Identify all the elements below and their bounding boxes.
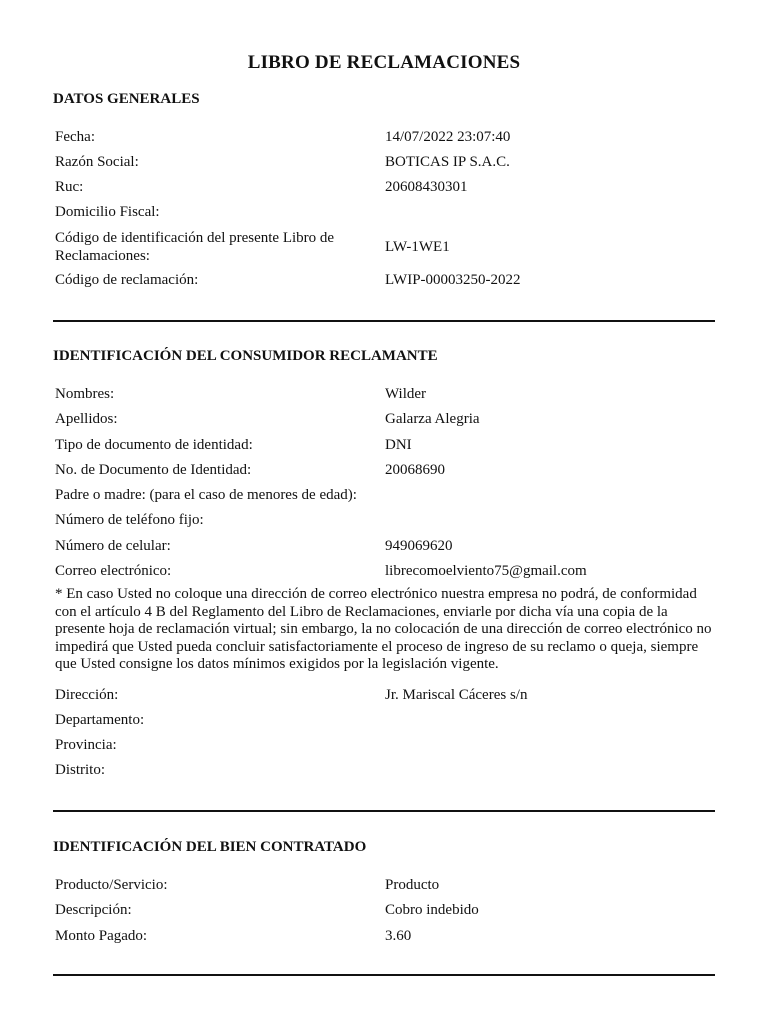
email-disclaimer-note: * En caso Usted no coloque una dirección de correo electrónico nuestra empresa no podrá, de conformidad con el artículo 4 B del Reglamento del Libro de Reclamaciones, enviarle por dicha vía una copia de la presente hoja de reclamación virtual; sin embargo, la no colocación de una dirección de correo electrónico no impedirá que Usted pueda concluir satisfactoriamente el proceso de ingreso de su reclamo o queja, siempre que Usted consigne los datos mínimos exigidos por la legislación vigente. [55, 586, 712, 672]
field-label: Nombres: [55, 386, 115, 402]
field-value: BOTICAS IP S.A.C. [385, 154, 510, 170]
field-label: Monto Pagado: [55, 928, 148, 944]
field-label: Razón Social: [55, 154, 139, 170]
field-label: Descripción: [55, 902, 132, 918]
field-value: Galarza Alegria [385, 411, 480, 427]
section-heading-product: IDENTIFICACIÓN DEL BIEN CONTRATADO [53, 839, 367, 855]
field-label: Apellidos: [55, 411, 118, 427]
field-label: Fecha: [55, 129, 95, 145]
field-label: Ruc: [55, 179, 84, 195]
field-label: Tipo de documento de identidad: [55, 437, 253, 453]
field-label: Distrito: [55, 762, 106, 778]
page-title: LIBRO DE RECLAMACIONES [247, 52, 521, 73]
field-label: Padre o madre: (para el caso de menores de edad): [55, 487, 357, 503]
field-label: Correo electrónico: [55, 563, 172, 579]
field-value: DNI [385, 437, 412, 453]
field-value: Wilder [385, 386, 427, 402]
section-heading-general: DATOS GENERALES [53, 91, 200, 107]
field-value: 20068690 [385, 462, 445, 478]
field-value: 14/07/2022 23:07:40 [385, 129, 511, 145]
field-label: Código de reclamación: [55, 272, 199, 288]
field-label: Código de identificación del presente Libro de Reclamaciones: [55, 230, 335, 264]
field-value: Cobro indebido [385, 902, 479, 918]
field-value: 949069620 [385, 538, 453, 554]
field-label: Número de celular: [55, 538, 171, 554]
field-label: No. de Documento de Identidad: [55, 462, 252, 478]
field-label: Provincia: [55, 737, 117, 753]
field-value: 20608430301 [385, 179, 468, 195]
field-label: Domicilio Fiscal: [55, 204, 160, 220]
field-label: Departamento: [55, 712, 145, 728]
section-divider [53, 974, 715, 976]
field-label: Número de teléfono fijo: [55, 512, 204, 528]
field-value: 3.60 [385, 928, 412, 944]
section-divider [53, 320, 715, 322]
field-label: Producto/Servicio: [55, 877, 168, 893]
field-value: LWIP-00003250-2022 [385, 272, 521, 288]
section-divider [53, 810, 715, 812]
field-value: librecomoelviento75@gmail.com [385, 563, 587, 579]
section-heading-consumer: IDENTIFICACIÓN DEL CONSUMIDOR RECLAMANTE [53, 348, 438, 364]
field-value: Jr. Mariscal Cáceres s/n [385, 687, 528, 703]
field-value: LW-1WE1 [385, 239, 450, 255]
field-label: Dirección: [55, 687, 119, 703]
field-value: Producto [385, 877, 440, 893]
